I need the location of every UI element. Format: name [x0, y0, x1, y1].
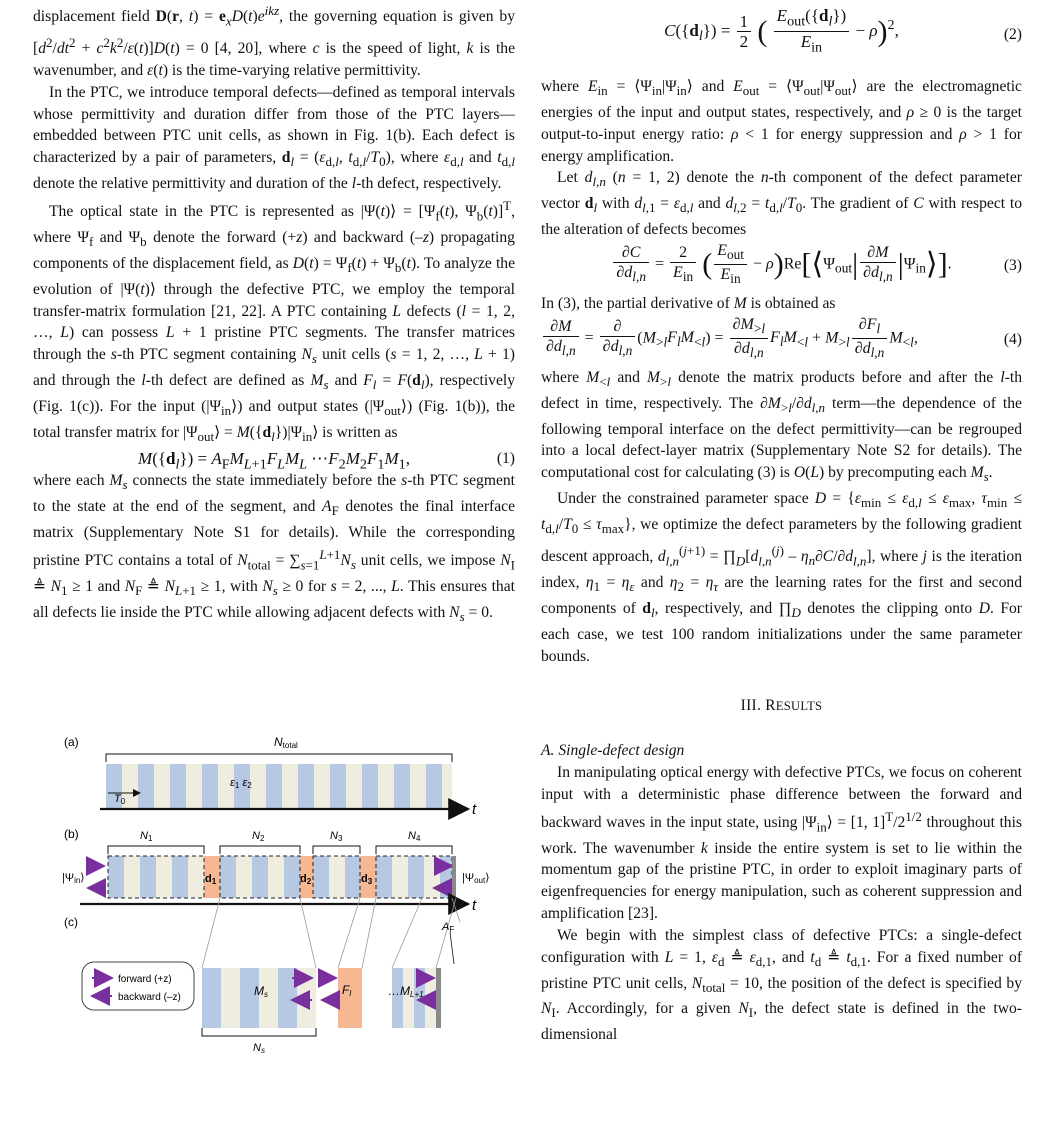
ms-label: Ms	[254, 984, 268, 999]
af-label: AF	[442, 921, 455, 934]
paragraph-gradient: Let $d_{l,n}$ (n = 1, 2) denote the n-th component of the defect parameter vector $d_l$ with $d_{l,1} = \varepsilon_{d,l}$ and $d_{l,2} = t_{d,l}/T_0$. The gradient of C with respect to the alteration of defects becomes	[541, 169, 1022, 239]
psi-in-label: |Ψin⟩	[62, 872, 85, 885]
figure-1	[40, 728, 520, 1128]
ptc-layer	[408, 856, 424, 898]
segment-brackets	[108, 846, 452, 854]
paragraph-segments: where each $M_s$ connects the state immediately before the s-th PTC segment to the state at the end of the segment, and $A_F$ denotes the final interface matrix (Supplementary Note S1 for details). While the corresponding pristine PTC contains a total of $N_{total} = \sum_{s=1}^{L+1}N_s$ unit cells, we impose $N_I$ ≜ $N_1 \ge 1$ and $N_F$ ≜ $N_{L+1} \ge 1$, with $N_s \ge 0$ for s = 2, ..., L. This ensures that all defects lie inside the PTC while allowing adjacent defects with $N_s = 0$.	[33, 471, 516, 624]
ptc-layer	[284, 856, 300, 898]
right-column	[541, 0, 1022, 1046]
ptc-layer	[362, 764, 378, 808]
n3-label: N3	[330, 830, 343, 843]
n4-label: N4	[408, 830, 421, 843]
ptc-layer	[154, 764, 170, 808]
ptc-layer	[138, 764, 154, 808]
defect-1-label: d1	[205, 873, 217, 886]
ptc-layer	[268, 856, 284, 898]
ptc-layer	[346, 764, 362, 808]
paragraph-governing-equation: displacement field D(r, $t) = e_xD(t)e^{ikz}$, the governing equation is given by $[d^2/dt^2 + c^2k^2/\varepsilon(t)]D(t) = 0$ [4, 20], where c is the speed of light, k is the wavenumber, and ε(t) is the time-varying relative permittivity.	[33, 3, 516, 80]
equation-4-number: (4)	[1003, 330, 1022, 348]
ptc-layer	[202, 764, 218, 808]
equation-4: $\frac{\partial M}{\partial d_{l,n}}$ = $\frac{\partial}{\partial d_{l,n}}$ $(M_{>l}F_lM_{<l})$ = $\frac{\partial M_{>l}}{\partial d_{l,n}}$ $F_lM_{<l} + M_{>l}$ $\frac{\partial F_l}{\partial d_{l,n}}$ $M_{<l}$, (4)	[541, 315, 1022, 367]
ptc-layer	[424, 856, 440, 898]
psi-out-label: |Ψout⟩	[462, 872, 490, 885]
panel-label-a: (a)	[64, 735, 79, 749]
equation-2: $C(\{d_l\})$ = $\frac{1}{2}$ ( $\frac{E_{out}(\{d_l\})}{E_{in}}$ − ρ)$^2$, (2)	[664, 6, 1022, 56]
equation-2-number: (2)	[1003, 26, 1022, 43]
ptc-layer	[124, 856, 140, 898]
n-total-label: Ntotal	[274, 735, 298, 750]
n1-label: N1	[140, 830, 153, 843]
ptc-layer	[250, 764, 266, 808]
fl-block	[338, 968, 362, 1028]
paragraph-energies: where $E_{in}$ = $⟨\Psi_{in}|\Psi_{in}⟩$ and $E_{out}$ = $⟨\Psi_{out}|\Psi_{out}⟩$ are the electromagnetic energies of the input and output states, respectively, and ρ ≥ 0 is the target output-to-input energy ratio: ρ < 1 for energy suppression and ρ > 1 for energy amplification.	[541, 78, 1023, 165]
ptc-layer	[376, 856, 392, 898]
paragraph-coherent-input: In manipulating optical energy with defective PTCs, we focus on coherent input with a deterministic phase difference between the forward and backward waves in the input state, using $|\Psi_{in}⟩ = [1$, $1]^T/2^{1/2}$ throughout this work. The wavenumber k inside the entire system is set to lie within the momentum gap of the pristine PTC, in order to exploit imaginary parts of eigenfrequencies for energy manipulation, such as coherent suppression and amplification [23].	[541, 763, 1022, 922]
ns-bracket	[202, 1028, 316, 1036]
ptc-layer	[172, 856, 188, 898]
defect-2-label: d2	[300, 873, 312, 886]
panel-label-b: (b)	[64, 827, 79, 841]
equation-1: $M(\{d_l\}) = A_FM_{L+1}F_LM_L$ $\cdots F_2M_2F_1M_1$, (1)	[138, 448, 515, 473]
ptc-layer	[329, 856, 345, 898]
legend-backward-label: backward (–z)	[118, 992, 181, 1003]
section-heading: III. RESULTS	[740, 697, 823, 715]
time-axis-label-a: t	[472, 801, 477, 818]
left-column	[33, 0, 515, 627]
ptc-layer	[156, 856, 172, 898]
equation-3: $\frac{\partial C}{\partial d_{l,n}}$ = $\frac{2}{E_{in}}$ ( $\frac{E_{out}}{E_{in}}$ − $\rho)Re[⟨\Psi_{out}|$ $\frac{\partial M}{\partial d_{l,n}}$ $|\Psi_{in}⟩$]. (3)	[541, 241, 1022, 293]
ptc-layer	[426, 764, 442, 808]
ptc-layer	[442, 764, 452, 808]
ptc-stripes-b	[108, 856, 452, 898]
subsection-heading: A. Single-defect design	[541, 742, 685, 760]
ptc-layer	[392, 968, 403, 1028]
ptc-layer	[236, 856, 252, 898]
n-total-bracket	[106, 754, 452, 762]
ptc-layer	[259, 968, 278, 1028]
paragraph-temporal-defects: In the PTC, we introduce temporal defects—defined as temporal intervals whose permittivity and duration differ from those of the PTC layers—embedded between PTC unit cells, as shown in Fig. 1(b). Each defect is characterized by a pair of parameters, $d_l = (\varepsilon_{d,l}$, $t_{d,l}/T_0$), where $\varepsilon_{d,l}$ and $t_{d,l}$ denote the relative permittivity and duration of the l-th defect, respectively.	[33, 83, 516, 193]
ptc-stripes-a	[106, 764, 452, 808]
equation-3-number: (3)	[1003, 256, 1022, 274]
ptc-layer	[170, 764, 186, 808]
ml1-label: …ML+1	[388, 984, 424, 999]
ptc-layer	[314, 764, 330, 808]
legend	[82, 962, 194, 1010]
paragraph-matrix-products: where $M_{<l}$ and $M_{>l}$ denote the matrix products before and after the l-th defect in time, respectively. The $\partial M_{>l}/\partial d_{l,n}$ term—the dependence of the following temporal interface on the defect permittivity—can be regrouped into a local defect-layer matrix (Supplementary Note S2 for details). The computational cost for calculating (3) is O(L) by precomputing each $M_s$.	[541, 368, 1023, 485]
af-pointer	[450, 932, 454, 964]
ptc-layer	[240, 968, 259, 1028]
ptc-layer	[202, 968, 221, 1028]
ptc-layer	[392, 856, 408, 898]
ptc-layer	[330, 764, 346, 808]
ptc-layer	[140, 856, 156, 898]
time-axis-label-b: t	[472, 897, 477, 914]
ptc-layer	[282, 764, 298, 808]
equation-1-number: (1)	[496, 449, 515, 467]
final-interface-gate	[452, 856, 456, 898]
ptc-layer	[298, 764, 314, 808]
fl-label: Fl	[342, 983, 352, 998]
n2-label: N2	[252, 830, 265, 843]
ptc-layer	[410, 764, 426, 808]
zoom-connectors	[202, 898, 460, 968]
paragraph-optical-state: The optical state in the PTC is represented as |Ψ(t)⟩ = [$\Psi_f(t)$, $\Psi_b(t)]^T$, where $\Psi_f$ and $\Psi_b$ denote the forward (+z) and backward (–z) propagating components of the displacement field, as $D(t) = \Psi_f(t) + \Psi_b(t)$. To analyze the evolution of |Ψ(t)⟩ through the defective PTC, we employ the temporal transfer-matrix formulation [21, 22]. A PTC containing L defects (l = 1, 2, …, L) can possess L + 1 pristine PTC segments. The transfer matrices through the s-th PTC segment containing $N_s$ unit cells (s = 1, 2, …, L + 1) and through the l-th defect are defined as $M_s$ and $F_l = F(d_l)$, respectively (Fig. 1(c)). For the input $(|\Psi_{in}⟩)$ and output states $(|\Psi_{out}⟩)$ (Fig. 1(b)), the total transfer matrix for $|\Psi_{out}⟩$ = $M(\{d_l\})|\Psi_{in}⟩$ is written as	[33, 197, 516, 445]
ptc-layer	[266, 764, 282, 808]
ptc-layer	[186, 764, 202, 808]
t0-label: T0	[114, 793, 126, 806]
legend-forward-label: forward (+z)	[118, 974, 172, 985]
ns-label: Ns	[253, 1042, 265, 1055]
paragraph-single-defect: We begin with the simplest class of defective PTCs: a single-defect configuration with L = 1, $\varepsilon_d$ ≜ $\varepsilon_{d,1}$, and $t_d$ ≜ $t_{d,1}$. For a fixed number of pristine PTC unit cells, $N_{total} = 10$, the position of the defect is specified by $N_I$. Accordingly, for a given $N_I$, the defect state is defined in the two-dimensional	[541, 926, 1023, 1044]
ptc-layer	[252, 856, 268, 898]
epsilon-label: ε1 ε2	[230, 777, 252, 790]
ptc-layer	[394, 764, 410, 808]
panel-label-c: (c)	[64, 915, 78, 929]
af-gate-block	[436, 968, 441, 1028]
ptc-layer	[313, 856, 329, 898]
paragraph-optimization: Under the constrained parameter space $D = \{\varepsilon_{min} \le \varepsilon_{d,l} \le \varepsilon_{max}$, $\tau_{min} \le t_{d,l}/T_0 \le \tau_{max}$}, we optimize the defect parameters by the following gradient descent approach, $d_{l,n}^{(j+1)}$ = $\prod_D[d_{l,n}^{(j)} - \eta_n\partial C/\partial d_{l,n}]$, where j is the iteration index, $\eta_1 = \eta_\varepsilon$ and $\eta_2 = \eta_\tau$ are the learning rates for the first and second components of $d_l$, respectively, and $\prod_D$ denotes the clipping onto D. For each case, we test 100 random initializations under the same parameter bounds.	[541, 490, 1023, 665]
ptc-layer	[378, 764, 394, 808]
ptc-layer	[220, 856, 236, 898]
ptc-layer	[108, 856, 124, 898]
paragraph-partial-derivative: In (3), the partial derivative of M is obtained as	[541, 294, 836, 312]
ptc-layer	[221, 968, 240, 1028]
ptc-layer	[345, 856, 360, 898]
defect-3-label: d3	[361, 873, 373, 886]
ptc-layer	[188, 856, 204, 898]
ptc-layer	[440, 856, 452, 898]
